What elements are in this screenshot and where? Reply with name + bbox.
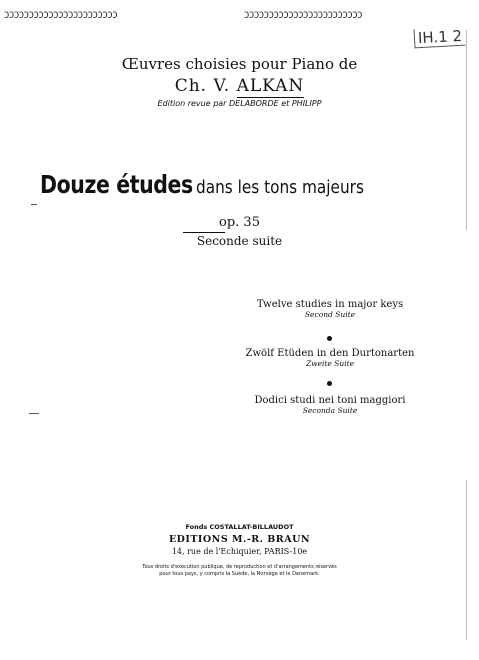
translation-italian <box>230 395 430 415</box>
separator-dot <box>327 381 332 386</box>
composer-surname: ALKAN <box>236 76 305 96</box>
rights-notice <box>0 564 479 578</box>
publisher-name: EDITIONS M.-R. BRAUN <box>168 534 311 545</box>
translation-german-title: Zwölf Etüden in den Durtonarten <box>245 348 415 359</box>
translation-german <box>230 348 430 368</box>
scan-mark <box>29 413 39 414</box>
translation-english-title: Twelve studies in major keys <box>256 299 404 310</box>
scan-edge-line <box>466 480 467 640</box>
translation-german-subtitle: Zweite Suite <box>305 359 355 368</box>
suite-label: Seconde suite <box>196 234 283 248</box>
translation-english-subtitle: Second Suite <box>304 310 356 319</box>
opus-underline <box>183 232 225 233</box>
translation-italian-subtitle: Seconda Suite <box>302 406 358 415</box>
rights-line: Tous droits d'exécution publique, de reproduction et d'arrangements réservés <box>142 564 337 570</box>
series-title: Œuvres choisies pour Piano de <box>121 55 358 73</box>
work-title-sub: dans les tons majeurs <box>196 177 365 198</box>
scan-edge-line <box>466 30 467 230</box>
opus-number: op. 35 <box>219 215 260 230</box>
edition-note: Edition revue par DELABORDE et PHILIPP <box>157 99 322 108</box>
translation-italian-title: Dodici studi nei toni maggiori <box>254 395 406 406</box>
publisher-fonds: Fonds COSTALLAT-BILLAUDOT <box>185 523 294 531</box>
separator-dot <box>327 336 332 341</box>
work-title <box>40 170 460 199</box>
scan-mark <box>31 204 37 205</box>
top-border-right: ƆƆƆƆƆƆƆƆƆƆƆƆƆƆƆƆƆƆƆƆƆƆƆƆ <box>244 11 363 21</box>
composer-initials: Ch. V. <box>174 76 237 96</box>
rights-line: pour tous pays, y compris la Suède, la Norvège et le Danemark. <box>159 571 320 577</box>
publisher-address: 14, rue de l'Echiquier, PARIS-10e <box>171 547 308 556</box>
composer-name <box>0 76 479 96</box>
work-title-main: Douze études <box>40 170 193 199</box>
library-stamp: IH.1 2 <box>414 27 466 49</box>
top-border-left: ƆƆƆƆƆƆƆƆƆƆƆƆƆƆƆƆƆƆƆƆƆƆƆ <box>4 11 118 21</box>
translation-english <box>230 299 430 319</box>
